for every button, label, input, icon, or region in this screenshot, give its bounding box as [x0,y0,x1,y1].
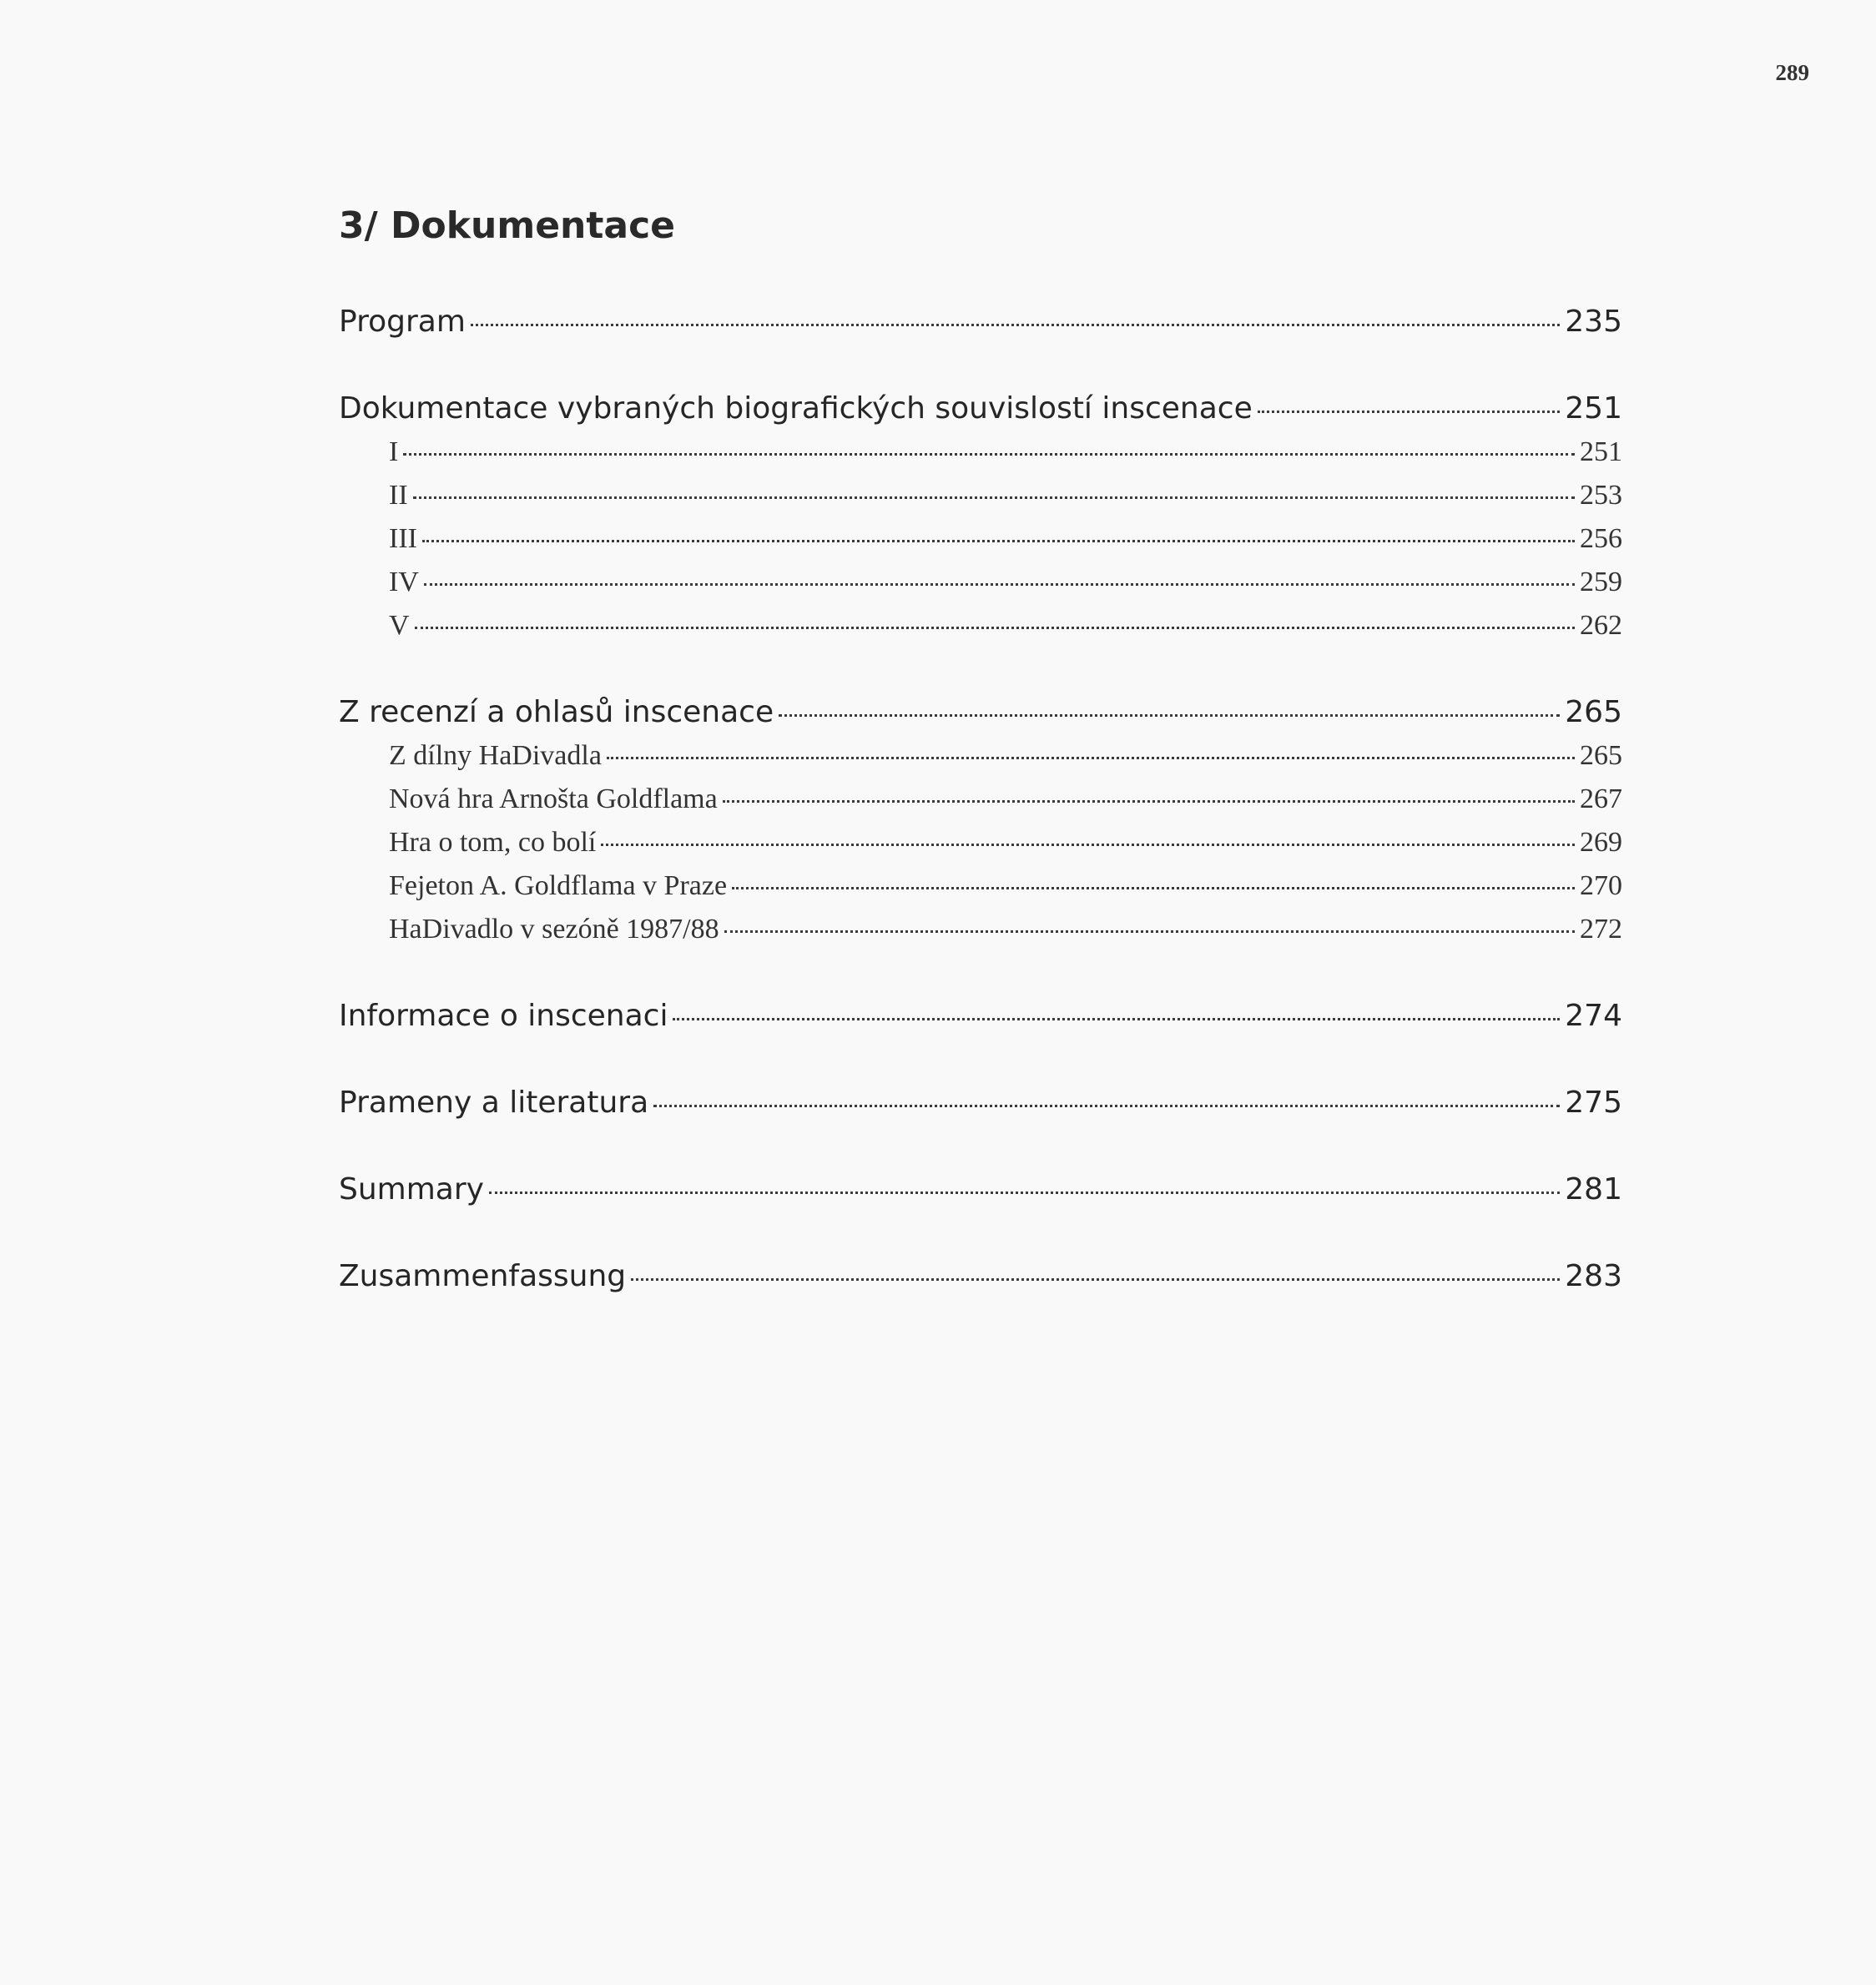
toc-subentry-page: 272 [1580,914,1622,945]
dot-leader [471,324,1560,326]
toc-entry-page: 265 [1565,695,1622,729]
toc-subentry-label: I [389,436,399,467]
dot-leader [673,1018,1560,1020]
toc-entry[interactable] [339,995,1622,1038]
toc-entry-page: 283 [1565,1259,1622,1293]
toc-subentry-label: V [389,610,410,641]
toc-entry-label: Program [339,305,466,339]
toc-subentry-page: 256 [1580,523,1622,554]
toc-entry[interactable] [339,1168,1622,1212]
toc-subentry-page: 262 [1580,610,1622,641]
toc-entry-label: Prameny a literatura [339,1086,649,1120]
toc-subentry-page: 269 [1580,827,1622,858]
toc-entry-page: 274 [1565,999,1622,1033]
toc-subentry-page: 253 [1580,480,1622,511]
toc-entry-page: 251 [1565,391,1622,426]
dot-leader [724,930,1575,933]
toc-section [339,995,1622,1038]
dot-leader [601,844,1575,846]
toc-subentry-label: Fejeton A. Goldflama v Praze [389,870,728,901]
toc-subentry-label: II [389,480,408,511]
toc-section [339,387,1622,647]
toc-sections [339,300,1622,1298]
toc-subentry-page: 259 [1580,567,1622,597]
toc-subentry[interactable] [339,431,1622,474]
toc-subentry-label: Nová hra Arnošta Goldflama [389,783,718,814]
toc-entry[interactable] [339,387,1622,431]
toc-entry[interactable] [339,1255,1622,1298]
toc-entry-label: Zusammenfassung [339,1259,627,1293]
toc-entry-page: 281 [1565,1172,1622,1207]
toc-subentry-label: Z dílny HaDivadla [389,740,602,771]
toc-subentry[interactable] [339,734,1622,778]
toc-subentry[interactable] [339,864,1622,908]
toc-subentry[interactable] [339,517,1622,561]
dot-leader [415,627,1575,629]
toc-entry[interactable] [339,300,1622,344]
toc-entry[interactable] [339,691,1622,734]
toc-subentry-label: HaDivadlo v sezóně 1987/88 [389,914,719,945]
toc-subentry-label: IV [389,567,419,597]
toc-subentry-page: 251 [1580,436,1622,467]
toc-subentry-label: Hra o tom, co bolí [389,827,597,858]
dot-leader [631,1278,1560,1281]
toc-subentry[interactable] [339,908,1622,951]
toc-subentry-page: 265 [1580,740,1622,771]
toc-subentry[interactable] [339,778,1622,821]
toc-entry-label: Informace o inscenaci [339,999,668,1033]
toc-section [339,300,1622,344]
toc-entry-label: Summary [339,1172,484,1207]
table-of-contents [339,197,1622,1342]
toc-entry-label: Z recenzí a ohlasů inscenace [339,695,774,729]
page-number: 289 [1775,60,1809,85]
dot-leader [732,887,1575,889]
dot-leader [424,583,1575,586]
dot-leader [1258,411,1561,413]
toc-subentry[interactable] [339,604,1622,647]
dot-leader [723,800,1575,803]
toc-subentry[interactable] [339,821,1622,864]
toc-subentry[interactable] [339,474,1622,517]
dot-leader [653,1105,1560,1107]
toc-section [339,1081,1622,1125]
toc-subentry[interactable] [339,561,1622,604]
toc-entry-page: 275 [1565,1086,1622,1120]
dot-leader [413,496,1575,499]
dot-leader [422,540,1575,542]
toc-subentry-page: 267 [1580,783,1622,814]
dot-leader [489,1192,1560,1194]
dot-leader [779,714,1560,717]
dot-leader [403,453,1575,456]
toc-section [339,1168,1622,1212]
toc-section [339,1255,1622,1298]
toc-entry-page: 235 [1565,305,1622,339]
chapter-title: 3/ Dokumentace [339,204,676,247]
toc-subentry-label: III [389,523,417,554]
toc-entry[interactable] [339,1081,1622,1125]
dot-leader [607,757,1575,759]
toc-entry-label: Dokumentace vybraných biografických souvislostí inscenace [339,391,1253,426]
toc-section [339,691,1622,951]
toc-subentry-page: 270 [1580,870,1622,901]
